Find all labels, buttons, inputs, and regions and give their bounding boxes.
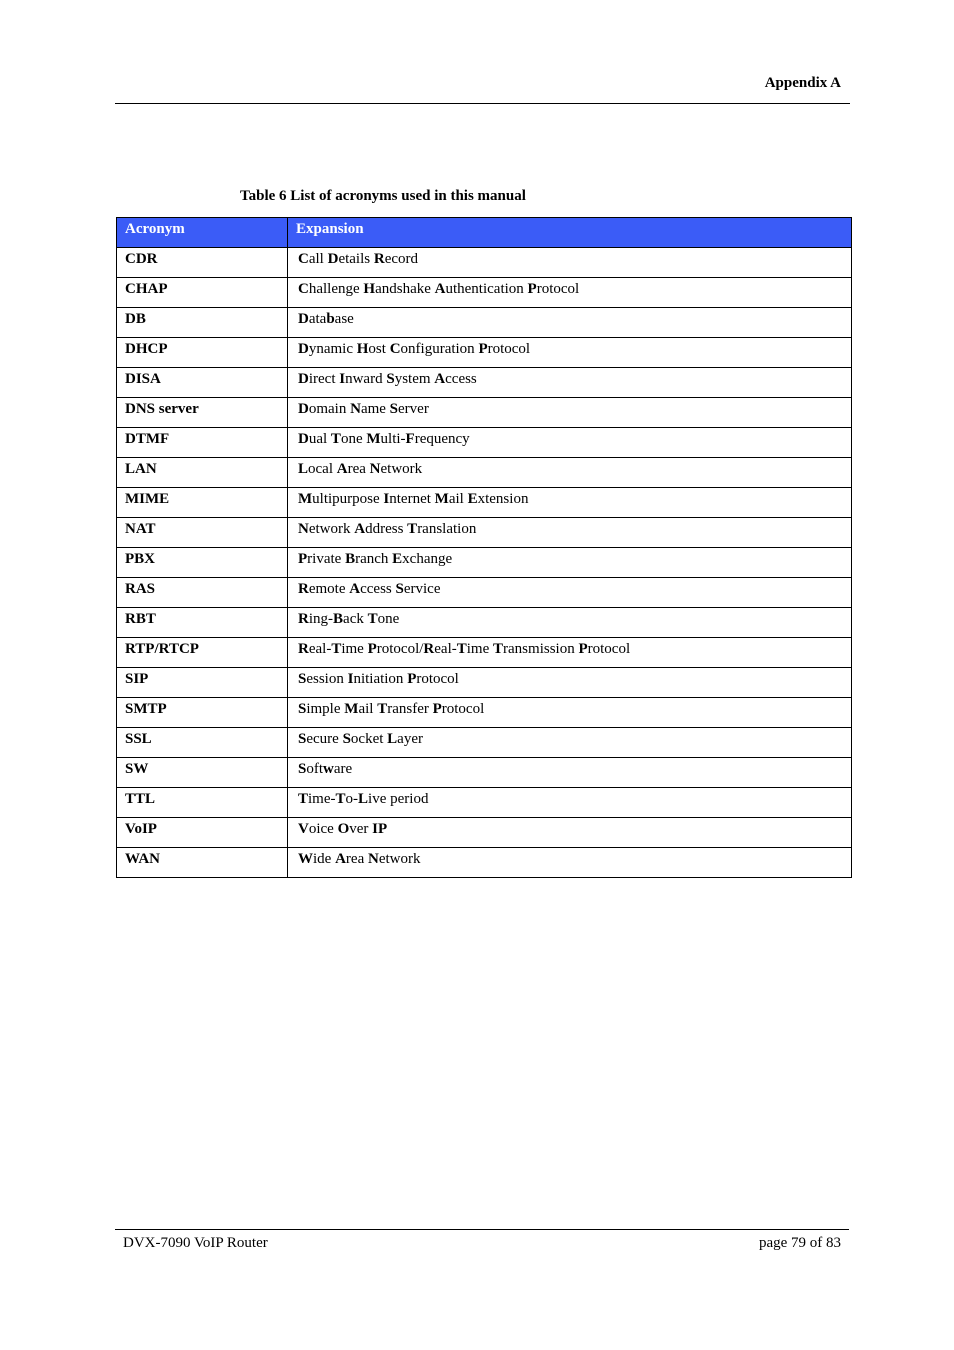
expansion-text: rivate <box>307 551 346 567</box>
acronym-cell: DHCP <box>117 338 288 368</box>
expansion-initial: P <box>432 701 442 717</box>
expansion-cell <box>288 338 852 368</box>
expansion-text: ccess <box>360 581 396 597</box>
expansion-text: oice <box>308 821 338 837</box>
footer-rule <box>115 1229 849 1230</box>
expansion-text: ultipurpose <box>312 491 384 507</box>
expansion-cell <box>288 518 852 548</box>
expansion-initial: S <box>386 371 395 387</box>
expansion-initial: A <box>335 851 346 867</box>
expansion-initial: D <box>298 311 309 327</box>
expansion-text: ystem <box>394 371 435 387</box>
expansion-text: ive period <box>368 791 429 807</box>
expansion-initial: M <box>434 491 449 507</box>
expansion-initial: T <box>493 641 504 657</box>
expansion-cell <box>288 548 852 578</box>
acronym-cell: CDR <box>117 248 288 278</box>
expansion-text: rotocol <box>441 701 485 717</box>
expansion-text: ail <box>448 491 468 507</box>
expansion-text: rotocol <box>536 281 580 297</box>
expansion-initial: B <box>345 551 356 567</box>
column-header-expansion: Expansion <box>288 218 852 248</box>
running-header: Appendix A <box>764 75 841 91</box>
expansion-initial: M <box>366 431 381 447</box>
acronym-cell: VoIP <box>117 818 288 848</box>
expansion-text: requency <box>414 431 470 447</box>
expansion-text: andshake <box>375 281 435 297</box>
expansion-initial: IP <box>372 821 388 837</box>
expansion-cell <box>288 248 852 278</box>
expansion-text: ing- <box>308 611 334 627</box>
expansion-text: xchange <box>402 551 453 567</box>
expansion-cell <box>288 848 852 878</box>
expansion-text: onfiguration <box>400 341 479 357</box>
expansion-initial: N <box>350 401 361 417</box>
expansion-initial: R <box>373 251 385 267</box>
expansion-text: ual <box>308 431 331 447</box>
expansion-text: rea <box>347 461 370 477</box>
expansion-text: etwork <box>378 851 421 867</box>
table-row <box>117 668 852 698</box>
table-row <box>117 458 852 488</box>
expansion-initial: P <box>527 281 537 297</box>
header-rule <box>115 103 850 104</box>
acronym-cell: WAN <box>117 848 288 878</box>
expansion-initial: T <box>377 701 388 717</box>
expansion-text: eal- <box>434 641 457 657</box>
table-body <box>117 248 852 878</box>
acronym-cell: DNS server <box>117 398 288 428</box>
table-row <box>117 788 852 818</box>
expansion-text: ost <box>368 341 390 357</box>
expansion-text: o- <box>345 791 359 807</box>
expansion-initial: T <box>330 431 341 447</box>
expansion-text: ulti- <box>380 431 406 447</box>
expansion-text: emote <box>308 581 350 597</box>
table-row <box>117 848 852 878</box>
expansion-text: ocket <box>350 731 388 747</box>
expansion-cell <box>288 368 852 398</box>
expansion-initial: V <box>298 821 309 837</box>
expansion-initial: A <box>336 461 348 477</box>
table-row <box>117 818 852 848</box>
acronym-cell: SW <box>117 758 288 788</box>
expansion-cell <box>288 578 852 608</box>
expansion-text: hallenge <box>308 281 364 297</box>
expansion-text: are <box>333 761 353 777</box>
expansion-text: erver <box>398 401 429 417</box>
expansion-text: ecure <box>306 731 343 747</box>
expansion-text: irect <box>308 371 340 387</box>
expansion-text: etwork <box>380 461 423 477</box>
expansion-initial: T <box>367 611 378 627</box>
expansion-text: ime- <box>308 791 336 807</box>
acronym-table <box>116 217 852 878</box>
expansion-initial: D <box>298 371 309 387</box>
expansion-text: ide <box>313 851 336 867</box>
expansion-text: ecord <box>384 251 418 267</box>
expansion-text: nitiation <box>353 671 408 687</box>
expansion-text: etails <box>338 251 374 267</box>
expansion-text: ail <box>358 701 378 717</box>
expansion-text: ession <box>306 671 348 687</box>
expansion-text: ranch <box>355 551 393 567</box>
expansion-initial: T <box>335 791 346 807</box>
expansion-initial: W <box>298 851 313 867</box>
expansion-cell <box>288 698 852 728</box>
expansion-initial: M <box>298 491 313 507</box>
expansion-text: ayer <box>397 731 423 747</box>
expansion-text: ata <box>308 311 327 327</box>
acronym-cell: CHAP <box>117 278 288 308</box>
expansion-initial: R <box>298 581 309 597</box>
acronym-cell: RTP/RTCP <box>117 638 288 668</box>
expansion-initial: N <box>369 461 381 477</box>
table-row <box>117 368 852 398</box>
expansion-initial: A <box>434 371 446 387</box>
table-caption: Table 6 List of acronyms used in this manual <box>240 188 526 204</box>
expansion-initial: I <box>339 371 346 387</box>
expansion-text: ime <box>466 641 494 657</box>
expansion-text: xtension <box>477 491 529 507</box>
expansion-text: rea <box>345 851 368 867</box>
table-row <box>117 278 852 308</box>
table-row <box>117 728 852 758</box>
table-row <box>117 518 852 548</box>
expansion-initial: C <box>298 281 309 297</box>
expansion-text: ase <box>334 311 354 327</box>
expansion-text: ack <box>343 611 368 627</box>
expansion-initial: P <box>578 641 588 657</box>
acronym-cell: RBT <box>117 608 288 638</box>
expansion-initial: I <box>383 491 390 507</box>
expansion-initial: F <box>405 431 415 447</box>
expansion-initial: S <box>298 671 307 687</box>
expansion-text: ver <box>349 821 373 837</box>
expansion-cell <box>288 458 852 488</box>
expansion-cell <box>288 638 852 668</box>
table-row <box>117 638 852 668</box>
expansion-text: ocal <box>308 461 337 477</box>
footer-product: DVX-7090 VoIP Router <box>123 1235 268 1251</box>
footer-page-number: page 79 of 83 <box>758 1235 841 1251</box>
table-row <box>117 758 852 788</box>
expansion-cell <box>288 668 852 698</box>
acronym-cell: LAN <box>117 458 288 488</box>
expansion-initial: C <box>298 251 309 267</box>
table-row <box>117 608 852 638</box>
expansion-cell <box>288 488 852 518</box>
column-header-acronym: Acronym <box>117 218 288 248</box>
acronym-cell: MIME <box>117 488 288 518</box>
acronym-cell: DB <box>117 308 288 338</box>
expansion-initial: L <box>298 461 309 477</box>
expansion-text: one <box>377 611 400 627</box>
expansion-text: ransfer <box>387 701 433 717</box>
expansion-initial: N <box>367 851 379 867</box>
expansion-cell <box>288 278 852 308</box>
table-row <box>117 308 852 338</box>
table-header-row <box>117 218 852 248</box>
expansion-cell <box>288 788 852 818</box>
expansion-initial: E <box>392 551 403 567</box>
table-row <box>117 548 852 578</box>
expansion-initial: D <box>298 341 309 357</box>
acronym-cell: TTL <box>117 788 288 818</box>
expansion-text: rotocol <box>416 671 459 687</box>
expansion-initial: R <box>423 641 435 657</box>
expansion-text: all <box>308 251 328 267</box>
expansion-initial: A <box>349 581 361 597</box>
expansion-initial: S <box>395 581 404 597</box>
acronym-cell: DTMF <box>117 428 288 458</box>
expansion-initial: T <box>407 521 418 537</box>
expansion-text: ame <box>360 401 390 417</box>
table-row <box>117 248 852 278</box>
expansion-text: nward <box>345 371 387 387</box>
expansion-initial: B <box>333 611 344 627</box>
expansion-initial: T <box>331 641 342 657</box>
acronym-cell: SIP <box>117 668 288 698</box>
expansion-text: ime <box>341 641 368 657</box>
expansion-initial: D <box>298 431 309 447</box>
expansion-text: ynamic <box>308 341 357 357</box>
expansion-text: nternet <box>389 491 435 507</box>
expansion-text: ccess <box>445 371 477 387</box>
acronym-cell: RAS <box>117 578 288 608</box>
expansion-initial: S <box>298 761 307 777</box>
expansion-initial: N <box>298 521 309 537</box>
expansion-text: ddress <box>365 521 408 537</box>
acronym-cell: NAT <box>117 518 288 548</box>
expansion-initial: M <box>344 701 359 717</box>
expansion-initial: T <box>456 641 467 657</box>
expansion-initial: L <box>358 791 369 807</box>
expansion-initial: H <box>356 341 369 357</box>
expansion-cell <box>288 758 852 788</box>
expansion-cell <box>288 428 852 458</box>
expansion-initial: C <box>389 341 401 357</box>
expansion-text: eal- <box>308 641 332 657</box>
expansion-text: rotocol <box>587 641 631 657</box>
expansion-initial: R <box>298 641 309 657</box>
acronym-cell: DISA <box>117 368 288 398</box>
expansion-initial: D <box>298 401 309 417</box>
expansion-initial: S <box>342 731 351 747</box>
expansion-initial: E <box>467 491 478 507</box>
expansion-initial: D <box>327 251 339 267</box>
expansion-initial: S <box>298 701 307 717</box>
expansion-text: rotocol <box>487 341 531 357</box>
table-row <box>117 428 852 458</box>
expansion-initial: S <box>298 731 307 747</box>
expansion-text: ranslation <box>417 521 477 537</box>
expansion-cell <box>288 818 852 848</box>
expansion-initial: P <box>298 551 308 567</box>
acronym-cell: SMTP <box>117 698 288 728</box>
expansion-text: oft <box>306 761 324 777</box>
expansion-text: etwork <box>308 521 355 537</box>
expansion-initial: P <box>478 341 488 357</box>
expansion-initial: I <box>347 671 354 687</box>
expansion-text: imple <box>306 701 345 717</box>
expansion-initial: R <box>298 611 309 627</box>
expansion-text: ransmission <box>503 641 579 657</box>
expansion-cell <box>288 308 852 338</box>
expansion-initial: w <box>323 761 334 777</box>
expansion-cell <box>288 398 852 428</box>
expansion-initial: H <box>363 281 376 297</box>
table-row <box>117 398 852 428</box>
expansion-initial: O <box>337 821 350 837</box>
expansion-initial: L <box>387 731 398 747</box>
expansion-text: uthentication <box>445 281 528 297</box>
acronym-cell: PBX <box>117 548 288 578</box>
table-row <box>117 578 852 608</box>
expansion-text: one <box>340 431 367 447</box>
expansion-initial: P <box>407 671 417 687</box>
expansion-text: ervice <box>403 581 441 597</box>
expansion-initial: A <box>434 281 446 297</box>
expansion-initial: P <box>367 641 377 657</box>
expansion-text: rotocol/ <box>376 641 424 657</box>
expansion-initial: S <box>389 401 399 417</box>
expansion-initial: A <box>354 521 366 537</box>
table-row <box>117 338 852 368</box>
expansion-initial: b <box>326 311 335 327</box>
expansion-cell <box>288 608 852 638</box>
expansion-cell <box>288 728 852 758</box>
expansion-initial: T <box>298 791 309 807</box>
acronym-cell: SSL <box>117 728 288 758</box>
expansion-text: omain <box>308 401 351 417</box>
table-row <box>117 698 852 728</box>
table-row <box>117 488 852 518</box>
